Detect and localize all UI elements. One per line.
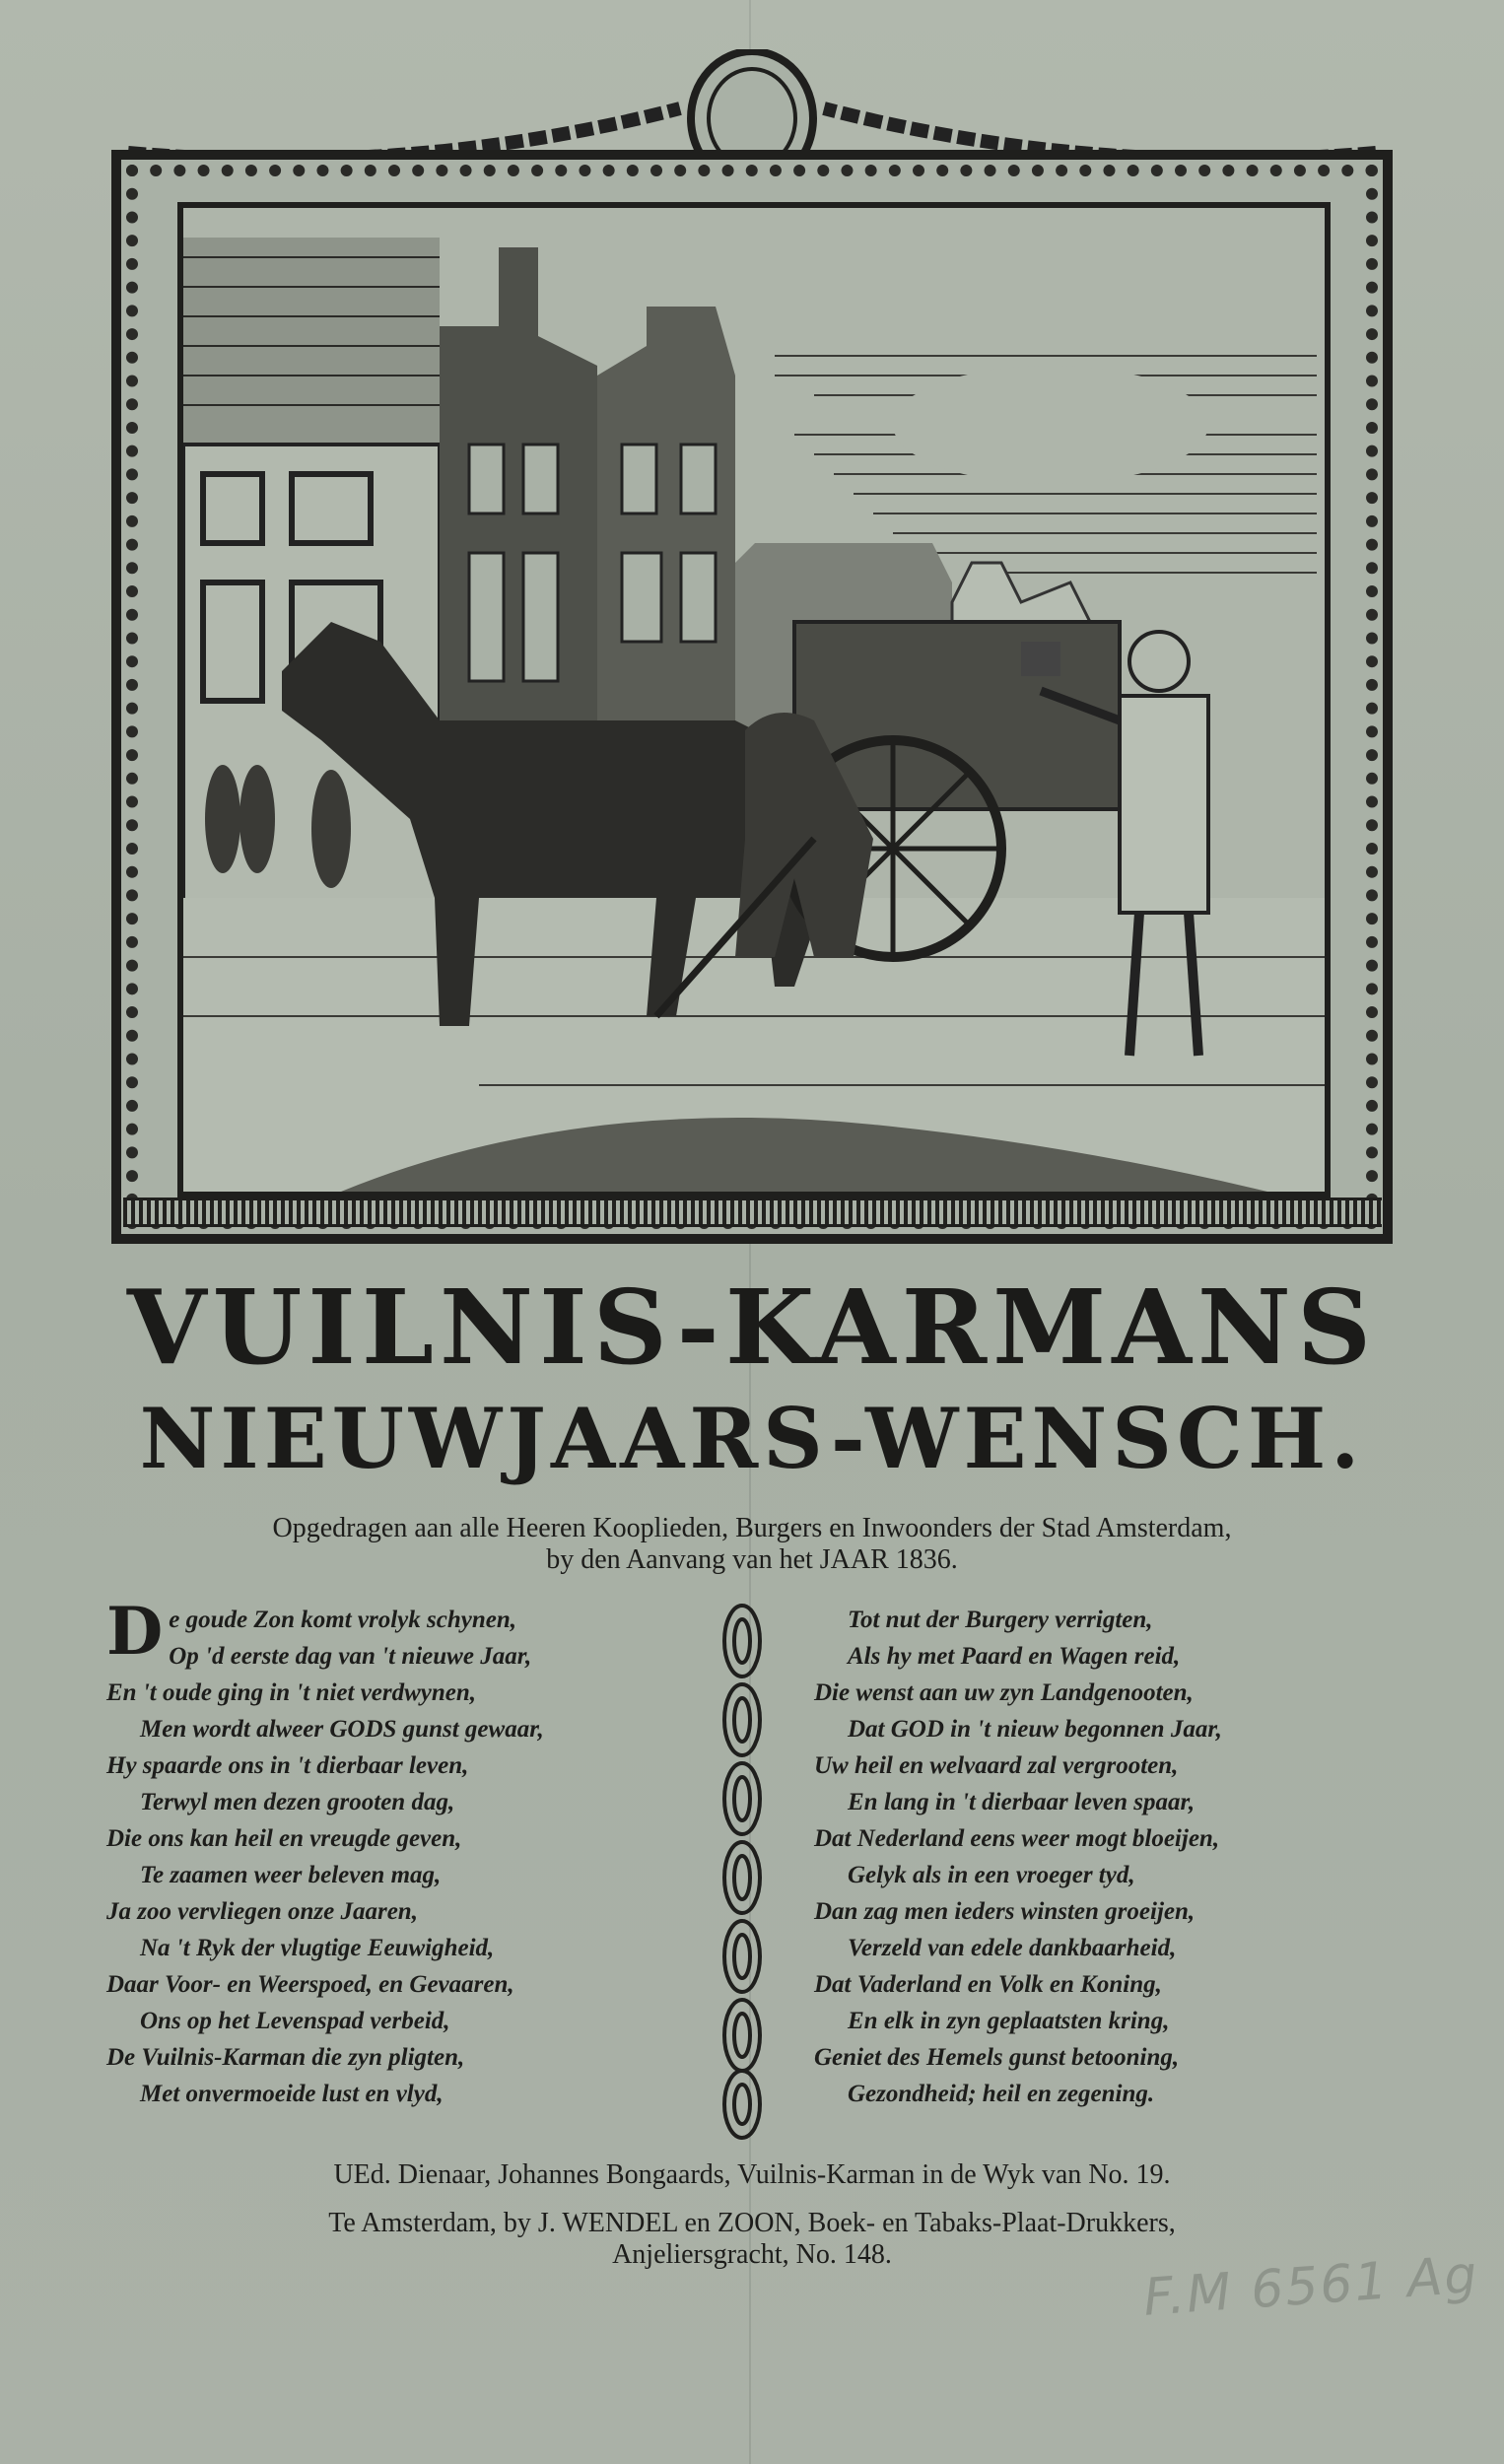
poem-line: Met onvermoeide lust en vlyd, — [140, 2081, 444, 2107]
poem-line: Ja zoo vervliegen onze Jaaren, — [106, 1898, 418, 1925]
archive-pencil-mark: F.M 6561 Ag — [1141, 2245, 1481, 2328]
poem-line: Terwyl men dezen grooten dag, — [140, 1789, 455, 1815]
poem-line: Daar Voor- en Weerspoed, en Gevaaren, — [106, 1971, 514, 1998]
imprint-line-1: Te Amsterdam, by J. WENDEL en ZOON, Boek- en Tabaks-Plaat-Drukkers, — [328, 2208, 1176, 2238]
poem-line: Dat GOD in 't nieuw begonnen Jaar, — [848, 1716, 1222, 1743]
woodcut-bottom-border — [123, 1198, 1382, 1227]
woodcut-illustration — [177, 202, 1331, 1198]
poem-line: Hy spaarde ons in 't dierbaar leven, — [106, 1752, 469, 1779]
poem-line: Als hy met Paard en Wagen reid, — [848, 1643, 1181, 1670]
poem-line: En lang in 't dierbaar leven spaar, — [848, 1789, 1196, 1815]
column-divider-ornament — [712, 1597, 773, 2144]
poem-left-column — [106, 1593, 658, 2112]
poem-line: Dat Vaderland en Volk en Koning, — [814, 1971, 1162, 1998]
poem-line: Dan zag men ieders winsten groeijen, — [814, 1898, 1196, 1925]
drop-cap: D — [106, 1593, 164, 1670]
poem-line: Gezondheid; heil en zegening. — [848, 2081, 1155, 2107]
title-line-1: VUILNIS-KARMANS — [126, 1266, 1378, 1388]
poem-line: Na 't Ryk der vlugtige Eeuwigheid, — [140, 1935, 495, 1961]
poem-line: En elk in zyn geplaatsten kring, — [848, 2008, 1170, 2034]
poem-right-column — [814, 1602, 1366, 2112]
poem-line: En 't oude ging in 't niet verdwynen, — [106, 1679, 477, 1706]
poem-line: Te zaamen weer beleven mag, — [140, 1862, 442, 1888]
poem-line: Ons op het Levenspad verbeid, — [140, 2008, 450, 2034]
title-line-2: NIEUWJAARS-WENSCH. — [139, 1390, 1365, 1487]
street-scene-image — [183, 208, 1325, 1192]
poem-line: De Vuilnis-Karman die zyn pligten, — [106, 2044, 465, 2071]
dedication-line-1: Opgedragen aan alle Heeren Kooplieden, Burgers en Inwoonders der Stad Amsterdam, — [272, 1513, 1232, 1543]
poem-line: Verzeld van edele dankbaarheid, — [848, 1935, 1177, 1961]
poem-line: Die wenst aan uw zyn Landgenooten, — [814, 1679, 1194, 1706]
poem-line: Op 'd eerste dag van 't nieuwe Jaar, — [169, 1643, 532, 1670]
dedication-line-2: by den Aanvang van het JAAR 1836. — [546, 1544, 958, 1575]
poem-line: Die ons kan heil en vreugde geven, — [106, 1825, 462, 1852]
poem-line: Dat Nederland eens weer mogt bloeijen, — [814, 1825, 1220, 1852]
signature-line: UEd. Dienaar, Johannes Bongaards, Vuilnis-Karman in de Wyk van No. 19. — [333, 2159, 1171, 2190]
poem-line: Geniet des Hemels gunst betooning, — [814, 2044, 1180, 2071]
poem-line: Tot nut der Burgery verrigten, — [848, 1607, 1153, 1633]
poem-line: Gelyk als in een vroeger tyd, — [848, 1862, 1135, 1888]
poem-line: e goude Zon komt vrolyk schynen, — [169, 1607, 516, 1633]
poem-line: Men wordt alweer GODS gunst gewaar, — [140, 1716, 544, 1743]
poem-line: Uw heil en welvaard zal vergrooten, — [814, 1752, 1179, 1779]
dedication — [79, 1513, 1425, 1576]
imprint-line-2: Anjeliersgracht, No. 148. — [612, 2239, 892, 2270]
